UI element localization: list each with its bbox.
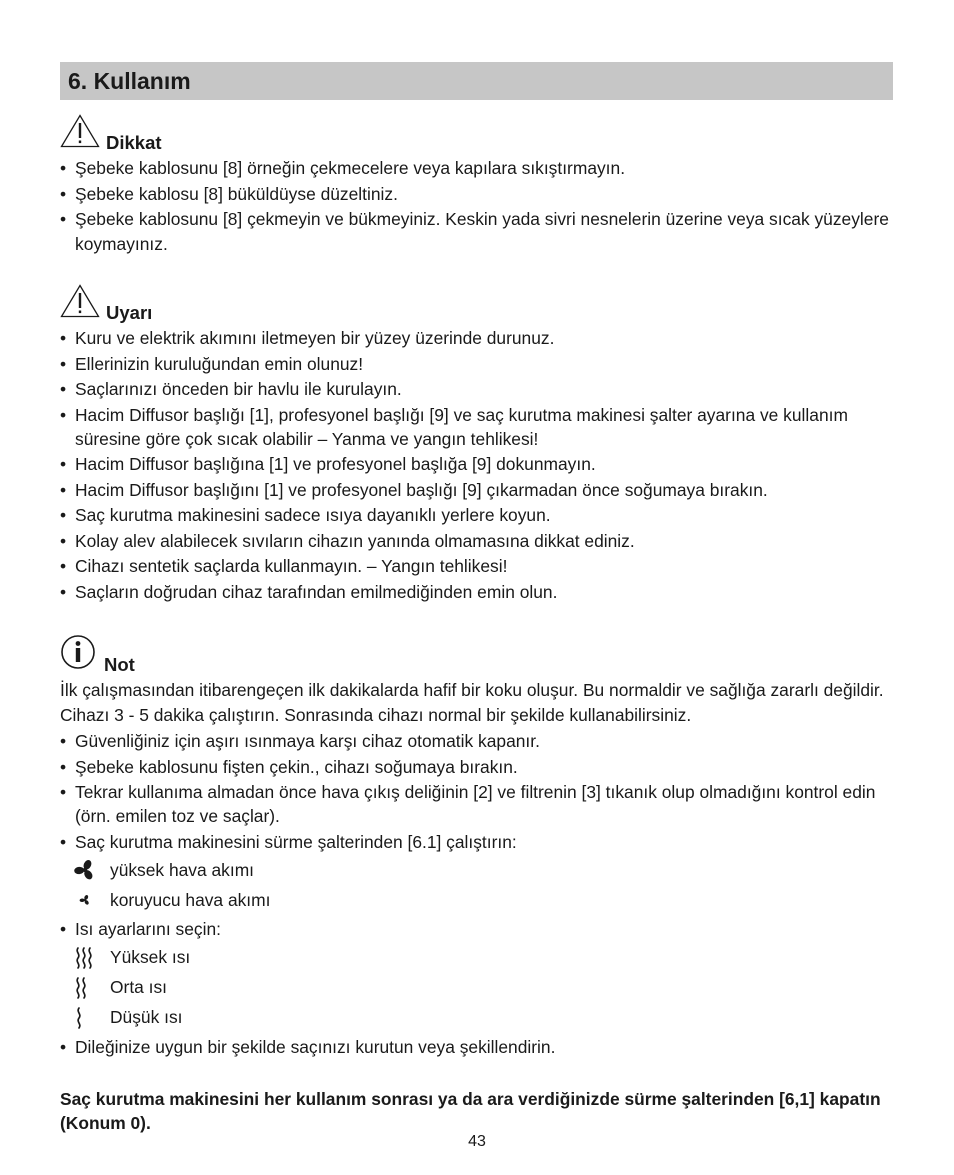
list-item: • Cihazı sentetik saçlarda kullanmayın. – Yangın tehlikesi! [60, 554, 893, 578]
list-item: • Dileğinize uygun bir şekilde saçınızı kurutun veya şekillendirin. [60, 1035, 893, 1059]
list-item: • Saç kurutma makinesini sadece ısıya dayanıklı yerlere koyun. [60, 503, 893, 527]
warning-label: Uyarı [106, 302, 153, 324]
heat-medium-icon [74, 976, 110, 1000]
note-list [60, 729, 893, 854]
warning-triangle-icon [60, 114, 100, 154]
list-item: • Saçların doğrudan cihaz tarafından emilmediğinden emin olun. [60, 580, 893, 604]
list-item: • Hacim Diffusor başlığını [1] ve profesyonel başlığı [9] çıkarmadan önce soğumaya bırakın. [60, 478, 893, 502]
list-item: • Şebeke kablosu [8] büküldüyse düzeltiniz. [60, 182, 893, 206]
list-item: • Isı ayarlarını seçin: [60, 917, 893, 941]
section-title: 6. Kullanım [60, 62, 893, 100]
airflow-low-row [60, 885, 893, 915]
list-item: • Hacim Diffusor başlığı [1], profesyonel başlığı [9] ve saç kurutma makinesi şalter ayarına ve kullanım süresine göre çok sıcak olabilir – Yanma ve yangın tehlikesi! [60, 403, 893, 452]
heat-low-row [60, 1003, 893, 1033]
airflow-high-label: yüksek hava akımı [110, 859, 255, 880]
list-item: • Saç kurutma makinesini sürme şalterinden [6.1] çalıştırın: [60, 830, 893, 854]
warning-triangle-icon [60, 284, 100, 324]
closing-note: Saç kurutma makinesini her kullanım sonrası ya da ara verdiğinizde sürme şalterinden [6,1] kapatın (Konum 0). [60, 1088, 881, 1134]
airflow-low-label: koruyucu hava akımı [110, 889, 271, 910]
caution-heading [60, 114, 893, 154]
heat-high-label: Yüksek ısı [110, 947, 191, 968]
list-item: • Şebeke kablosunu [8] çekmeyin ve bükmeyiniz. Keskin yada sivri nesnelerin üzerine veya sıcak yüzeylere koymayınız. [60, 207, 893, 256]
heat-high-row [60, 943, 893, 973]
fan-small-icon [74, 889, 110, 911]
heat-medium-label: Orta ısı [110, 977, 168, 998]
page-number: 43 [468, 1133, 486, 1150]
heat-low-label: Düşük ısı [110, 1007, 183, 1028]
list-item: • Kolay alev alabilecek sıvıların cihazın yanında olmamasına dikkat ediniz. [60, 529, 893, 553]
warning-list [60, 326, 893, 603]
final-list [60, 1035, 893, 1059]
fan-large-icon [74, 859, 110, 881]
heat-low-icon [74, 1006, 110, 1030]
list-item: • Tekrar kullanıma almadan önce hava çıkış deliğinin [2] ve filtrenin [3] tıkanık olup olmadığını kontrol edin (örn. emilen toz ve saçlar). [60, 780, 893, 829]
note-heading [60, 634, 893, 676]
note-label: Not [104, 654, 135, 676]
caution-label: Dikkat [106, 132, 162, 154]
note-intro: İlk çalışmasından itibarengeçen ilk dakikalarda hafif bir koku oluşur. Bu normaldir ve sağlığa zararlı değildir. Cihazı 3 - 5 dakika çalıştırın. Sonrasında cihazı normal bir şekilde kullanabilirsiniz. [60, 680, 884, 725]
list-item: • Kuru ve elektrik akımını iletmeyen bir yüzey üzerinde durunuz. [60, 326, 893, 350]
caution-list [60, 156, 893, 256]
list-item: • Şebeke kablosunu fişten çekin., cihazı soğumaya bırakın. [60, 755, 893, 779]
list-item: • Güvenliğiniz için aşırı ısınmaya karşı cihaz otomatik kapanır. [60, 729, 893, 753]
list-item: • Ellerinizin kuruluğundan emin olunuz! [60, 352, 893, 376]
list-item: • Saçlarınızı önceden bir havlu ile kurulayın. [60, 377, 893, 401]
heat-medium-row [60, 973, 893, 1003]
page [60, 62, 893, 1136]
warning-heading [60, 284, 893, 324]
list-item: • Şebeke kablosunu [8] örneğin çekmecelere veya kapılara sıkıştırmayın. [60, 156, 893, 180]
list-item: • Hacim Diffusor başlığına [1] ve profesyonel başlığa [9] dokunmayın. [60, 452, 893, 476]
airflow-high-row [60, 855, 893, 885]
info-icon [60, 634, 98, 676]
heat-intro-list [60, 917, 893, 941]
heat-high-icon [74, 946, 110, 970]
